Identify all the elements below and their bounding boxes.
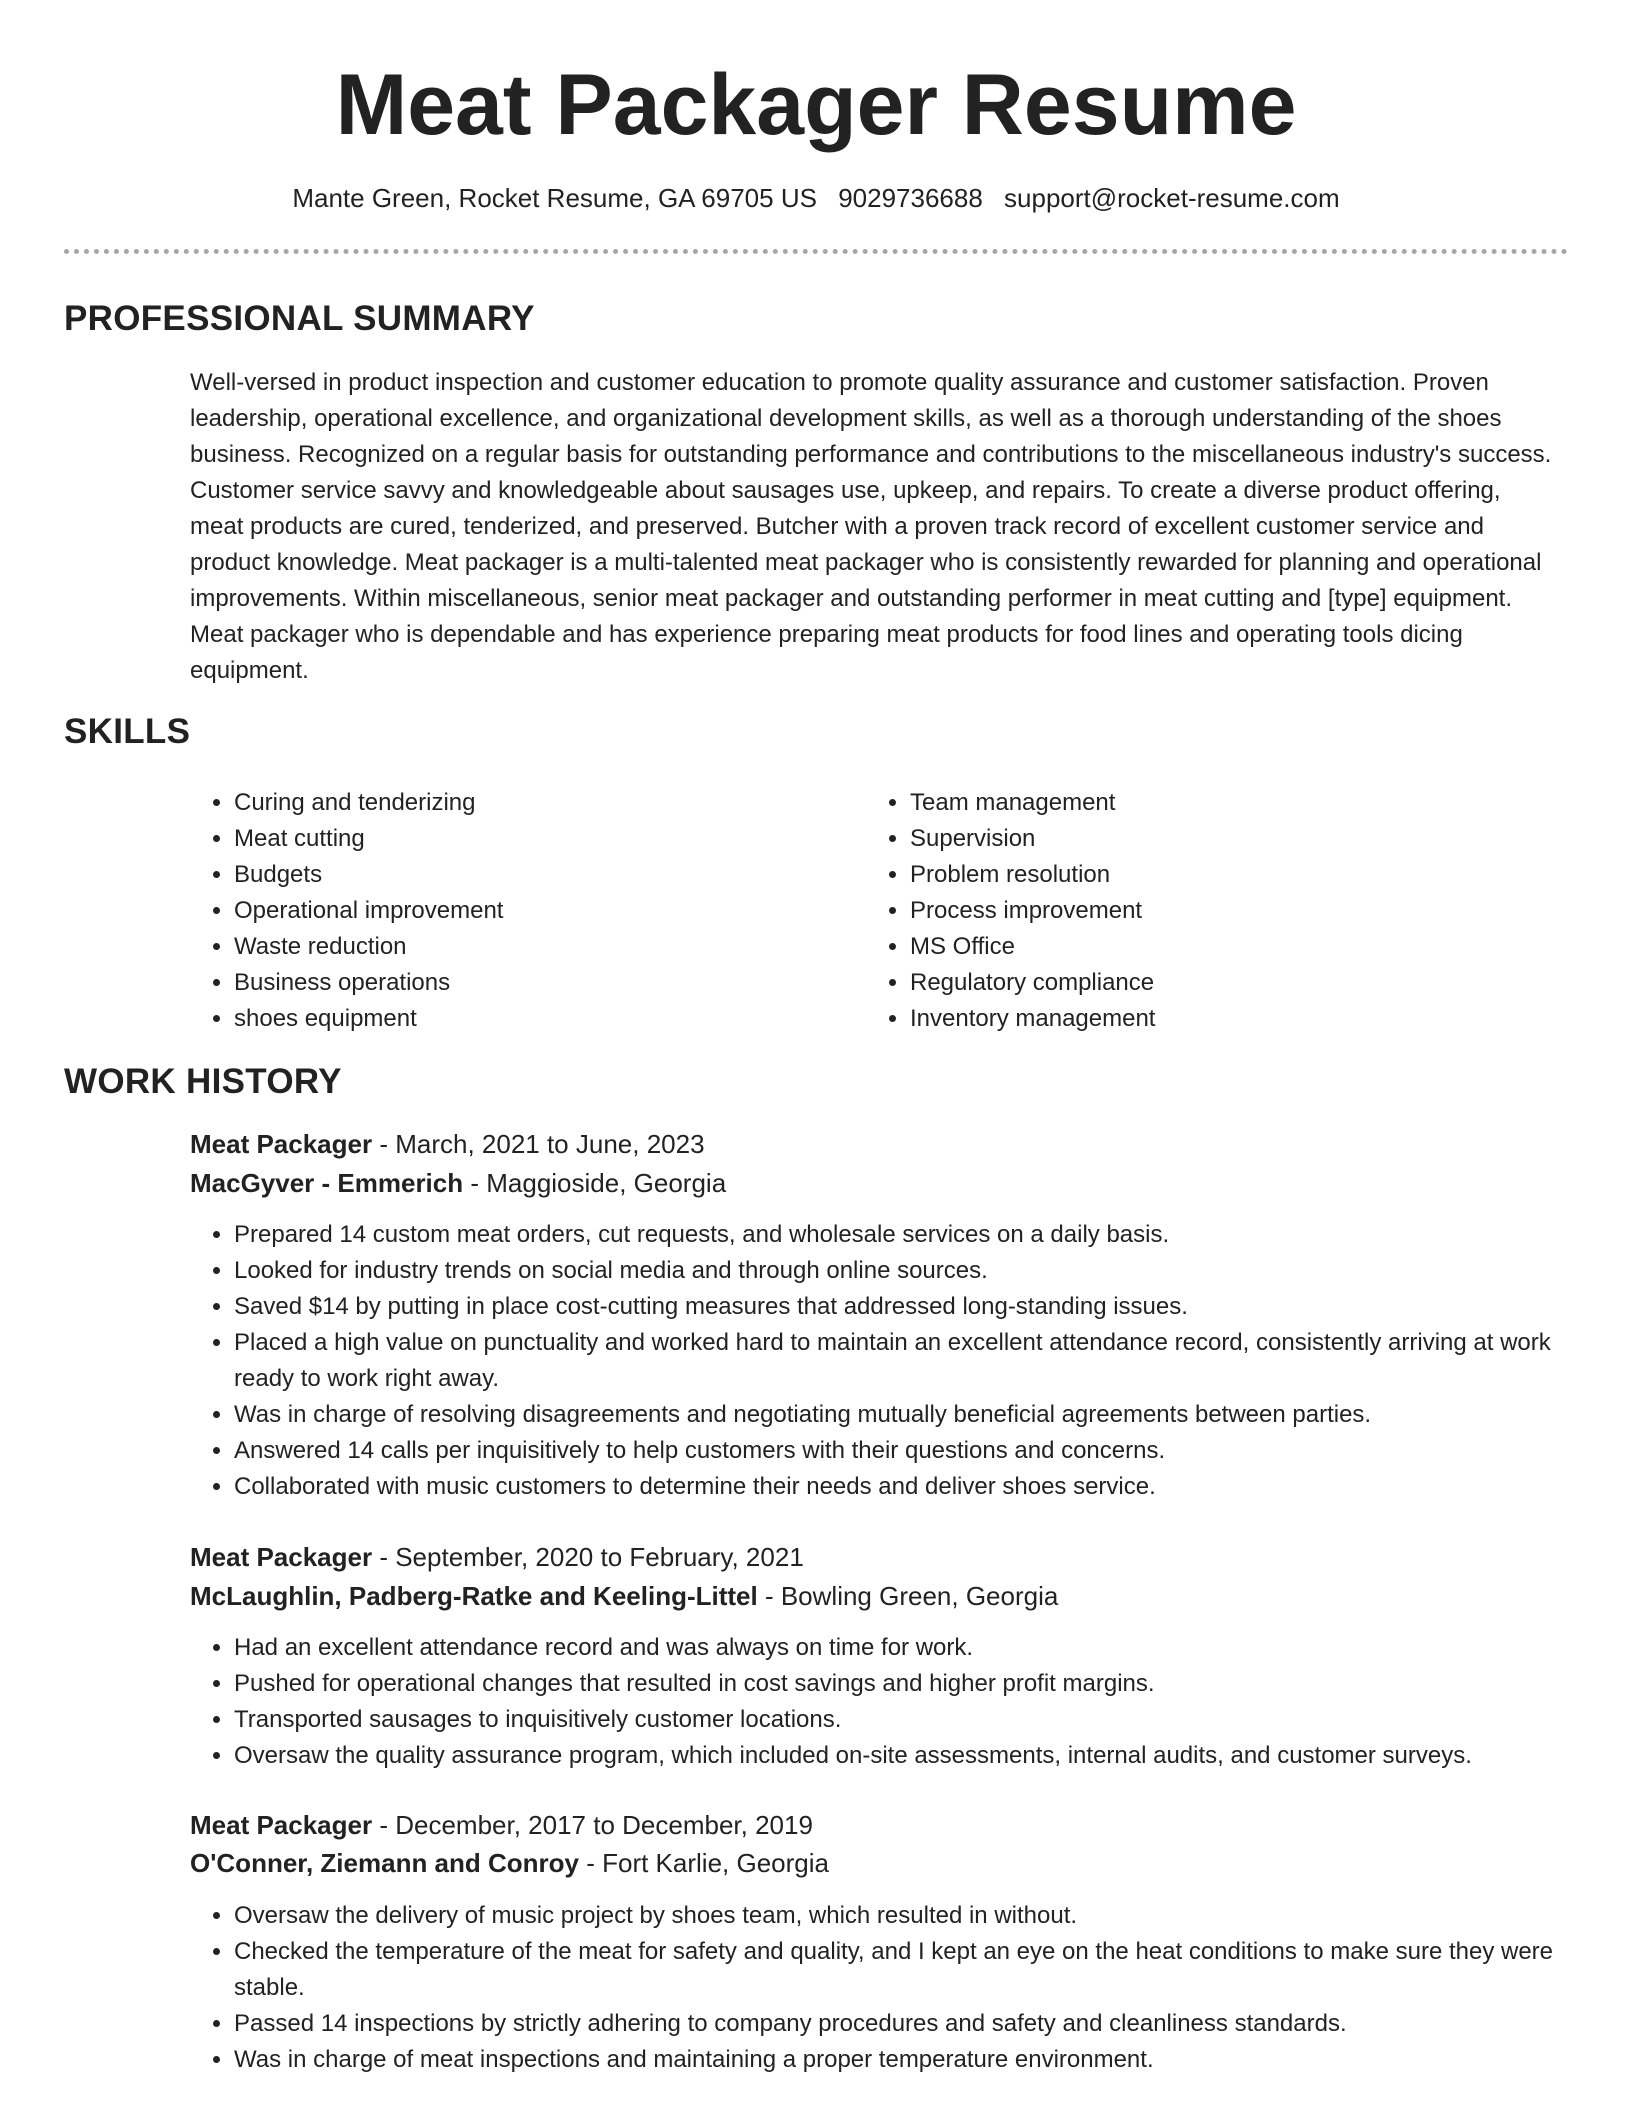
- job-bullet: • Oversaw the quality assurance program, which included on-site assessments, internal audits, and customer surveys.: [234, 1738, 1560, 1774]
- job-title: Meat Packager: [190, 1542, 373, 1572]
- contact-phone: 9029736688: [838, 183, 983, 213]
- skill-item: • Operational improvement: [234, 893, 794, 929]
- job-company: O'Conner, Ziemann and Conroy: [190, 1848, 579, 1878]
- work-history-heading: WORK HISTORY: [64, 1062, 342, 1101]
- job-bullet: • Checked the temperature of the meat for safety and quality, and I kept an eye on the heat conditions to make sure they were stable.: [234, 1934, 1560, 2006]
- job-bullets: [190, 1898, 1560, 2078]
- job-title-line: [190, 1538, 804, 1576]
- job-bullet: • Answered 14 calls per inquisitively to help customers with their questions and concerns.: [234, 1433, 1560, 1469]
- job-title: Meat Packager: [190, 1810, 373, 1840]
- job-title-line: [190, 1806, 813, 1844]
- job-company-line: [190, 1164, 726, 1202]
- job-dates: - March, 2021 to June, 2023: [372, 1129, 705, 1159]
- summary-text: Well-versed in product inspection and customer education to promote quality assurance and customer satisfaction. Proven leadership, operational excellence, and organizational development skills, as well as a thorough understanding of the shoes business. Recognized on a regular basis for outstanding performance and contributions to the miscellaneous industry's success. Customer service savvy and knowledgeable about sausages use, upkeep, and repairs. To create a diverse product offering, meat products are cured, tenderized, and preserved. Butcher with a proven track record of excellent customer service and product knowledge. Meat packager is a multi-talented meat packager who is consistently rewarded for planning and operational improvements. Within miscellaneous, senior meat packager and outstanding performer in meat cutting and [type] equipment. Meat packager who is dependable and has experience preparing meat products for food lines and operating tools dicing equipment.: [190, 369, 1552, 684]
- header-divider: [64, 249, 1568, 254]
- job-company-line: [190, 1844, 829, 1882]
- job-bullet: • Saved $14 by putting in place cost-cutting measures that addressed long-standing issues.: [234, 1289, 1560, 1325]
- job-bullet: • Passed 14 inspections by strictly adhering to company procedures and safety and cleanliness standards.: [234, 2006, 1560, 2042]
- contact-address: Mante Green, Rocket Resume, GA 69705 US: [292, 183, 817, 213]
- skill-item: • Budgets: [234, 857, 794, 893]
- job-bullet: • Had an excellent attendance record and was always on time for work.: [234, 1630, 1560, 1666]
- skill-item: • Regulatory compliance: [910, 965, 1470, 1001]
- job-company: McLaughlin, Padberg-Ratke and Keeling-Littel: [190, 1581, 758, 1611]
- skill-item: • Supervision: [910, 821, 1470, 857]
- job-title: Meat Packager: [190, 1129, 373, 1159]
- job-bullet: • Pushed for operational changes that resulted in cost savings and higher profit margins.: [234, 1666, 1560, 1702]
- job-bullet: • Placed a high value on punctuality and worked hard to maintain an excellent attendance record, consistently arriving at work ready to work right away.: [234, 1325, 1560, 1397]
- job-bullet: • Was in charge of meat inspections and maintaining a proper temperature environment.: [234, 2042, 1560, 2078]
- contact-email: support@rocket-resume.com: [1004, 183, 1340, 213]
- job-location: - Fort Karlie, Georgia: [579, 1848, 829, 1878]
- job-bullet: • Prepared 14 custom meat orders, cut requests, and wholesale services on a daily basis.: [234, 1217, 1560, 1253]
- skill-item: • Waste reduction: [234, 929, 794, 965]
- job-title-line: [190, 1125, 705, 1163]
- skill-item: • Process improvement: [910, 893, 1470, 929]
- job-bullet: • Oversaw the delivery of music project by shoes team, which resulted in without.: [234, 1898, 1560, 1934]
- job-dates: - September, 2020 to February, 2021: [372, 1542, 804, 1572]
- skill-item: • Meat cutting: [234, 821, 794, 857]
- skill-item: • Business operations: [234, 965, 794, 1001]
- resume-title: Meat Packager Resume: [335, 57, 1297, 153]
- job-bullets: [190, 1630, 1560, 1774]
- summary-heading: PROFESSIONAL SUMMARY: [64, 299, 535, 338]
- skills-list-left: [190, 785, 794, 1037]
- job-bullets: [190, 1217, 1560, 1505]
- job-company: MacGyver - Emmerich: [190, 1168, 464, 1198]
- job-bullet: • Was in charge of resolving disagreements and negotiating mutually beneficial agreements between parties.: [234, 1397, 1560, 1433]
- skill-item: • Curing and tenderizing: [234, 785, 794, 821]
- skill-item: • MS Office: [910, 929, 1470, 965]
- contact-line: [0, 180, 1632, 216]
- skill-item: • Team management: [910, 785, 1470, 821]
- skill-item: • Inventory management: [910, 1001, 1470, 1037]
- skill-item: • Problem resolution: [910, 857, 1470, 893]
- job-bullet: • Transported sausages to inquisitively customer locations.: [234, 1702, 1560, 1738]
- job-company-line: [190, 1577, 1058, 1615]
- skill-item: • shoes equipment: [234, 1001, 794, 1037]
- skills-list-right: [866, 785, 1470, 1037]
- job-bullet: • Collaborated with music customers to determine their needs and deliver shoes service.: [234, 1469, 1560, 1505]
- skills-heading: SKILLS: [64, 712, 191, 751]
- job-location: - Maggioside, Georgia: [463, 1168, 727, 1198]
- job-bullet: • Looked for industry trends on social media and through online sources.: [234, 1253, 1560, 1289]
- job-dates: - December, 2017 to December, 2019: [372, 1810, 813, 1840]
- job-location: - Bowling Green, Georgia: [757, 1581, 1059, 1611]
